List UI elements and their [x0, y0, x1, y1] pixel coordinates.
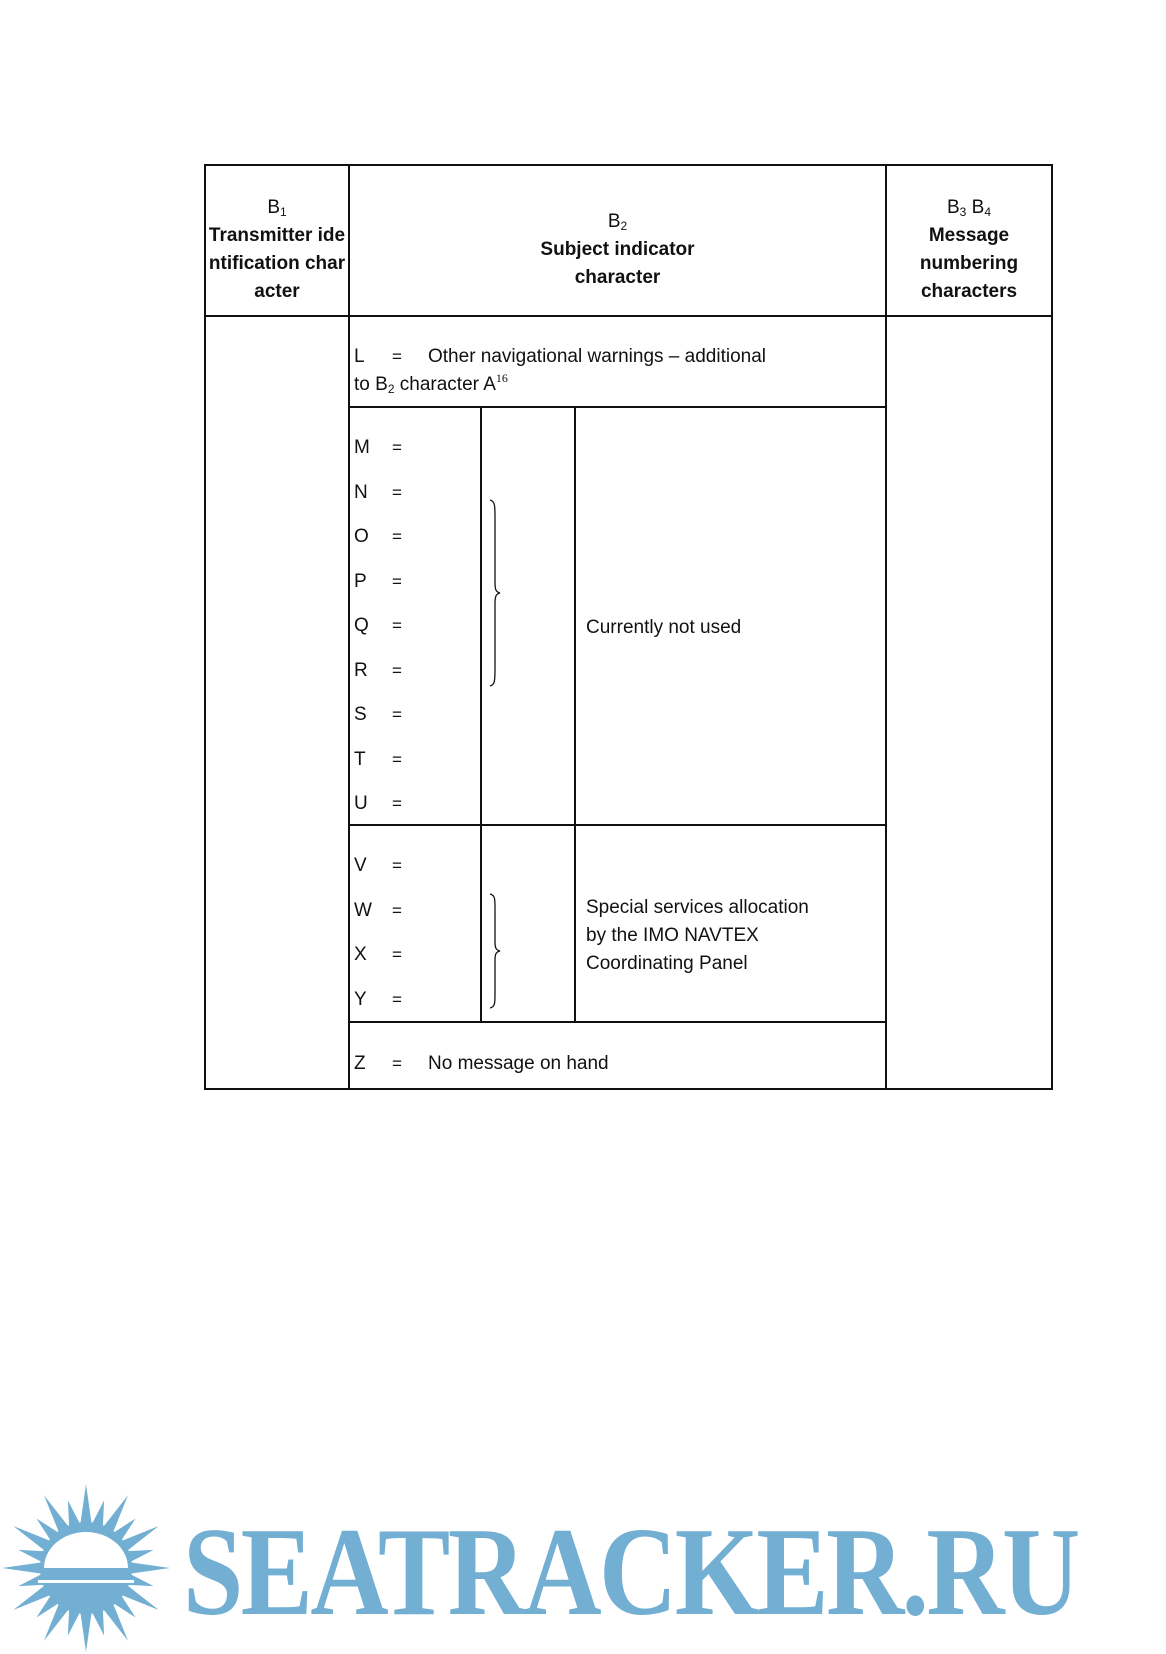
unused-eq-t: =	[392, 749, 402, 769]
header-b1-code: $B_1$	[267, 197, 287, 219]
unused-eq-m: =	[392, 438, 402, 457]
special-eq-y: =	[392, 989, 402, 1009]
sun-ray	[80, 1484, 91, 1524]
special-description-line-3: Coordinating Panel	[586, 953, 748, 974]
unused-eq-u: =	[392, 794, 402, 813]
unused-eq-n: =	[392, 482, 402, 502]
brace-special	[488, 892, 504, 1010]
unused-letter-u: U	[354, 793, 368, 814]
unused-eq-r: =	[392, 660, 402, 680]
table-border-bottom	[204, 1088, 1053, 1090]
watermark-text: SEATRACKER.RU	[183, 1503, 1078, 1642]
special-letter-v: V	[354, 855, 367, 876]
header-b2	[350, 208, 885, 292]
special-eq-v: =	[392, 856, 402, 875]
sun-ray	[80, 1612, 91, 1652]
table-border-top	[204, 164, 1053, 166]
row-z-letter: Z	[354, 1053, 366, 1074]
unused-eq-o: =	[392, 527, 402, 546]
unused-eq-s: =	[392, 705, 402, 724]
unused-letter-p: P	[354, 570, 367, 592]
special-eq-x: =	[392, 945, 402, 964]
subcolumn-divider-b-unused	[574, 406, 576, 826]
row-z-eq: =	[392, 1054, 402, 1073]
special-description	[586, 894, 809, 978]
special-letter-x: X	[354, 944, 367, 965]
special-description-line-2: by the IMO NAVTEX	[586, 925, 759, 946]
special-description-line-1: Special services allocation	[586, 897, 809, 918]
unused-description: Currently not used	[586, 617, 742, 638]
header-b1-title: Transmitter identification character	[208, 225, 346, 302]
header-divider	[204, 315, 1053, 317]
sun-icon	[0, 1482, 172, 1654]
unused-letter-s: S	[354, 704, 367, 725]
sun-ray	[2, 1562, 42, 1573]
unused-eq-q: =	[392, 616, 402, 635]
sun-ray	[130, 1562, 170, 1573]
brace-unused	[488, 498, 504, 688]
unused-letter-m: M	[354, 437, 370, 458]
row-z-text: No message on hand	[428, 1053, 609, 1074]
row-l-letter: L	[354, 346, 365, 367]
row-l-text-line2: to $B_2$ character $A^{16}$	[354, 371, 508, 396]
header-b34-code: $B_3$ $B_4$	[946, 197, 992, 219]
row-l-eq: =	[392, 347, 402, 366]
special-letter-w: W	[354, 899, 372, 921]
column-divider-1	[348, 164, 350, 1090]
header-b34	[887, 194, 1051, 306]
header-b2-title: Subject indicator character	[540, 239, 695, 288]
unused-letter-r: R	[354, 659, 368, 681]
subcolumn-divider-a-unused	[480, 406, 482, 826]
subcolumn-divider-b-special	[574, 824, 576, 1023]
special-letter-y: Y	[354, 988, 367, 1010]
subcolumn-divider-a-special	[480, 824, 482, 1023]
header-b1	[206, 194, 348, 306]
row-divider-l	[348, 406, 887, 408]
header-b2-code: $B_2$	[607, 211, 628, 233]
unused-letter-t: T	[354, 748, 366, 770]
unused-letter-q: Q	[354, 615, 369, 636]
unused-eq-p: =	[392, 571, 402, 591]
special-eq-w: =	[392, 900, 402, 920]
row-divider-special	[348, 1021, 887, 1023]
unused-letter-o: O	[354, 526, 369, 547]
row-l-text-line1: Other navigational warnings – additional	[428, 346, 766, 367]
footnote-16: 16	[495, 371, 508, 385]
row-divider-unused	[348, 824, 887, 826]
unused-letter-n: N	[354, 481, 368, 503]
table-border-right	[1051, 164, 1053, 1090]
header-b34-title: Message numbering characters	[919, 225, 1019, 302]
